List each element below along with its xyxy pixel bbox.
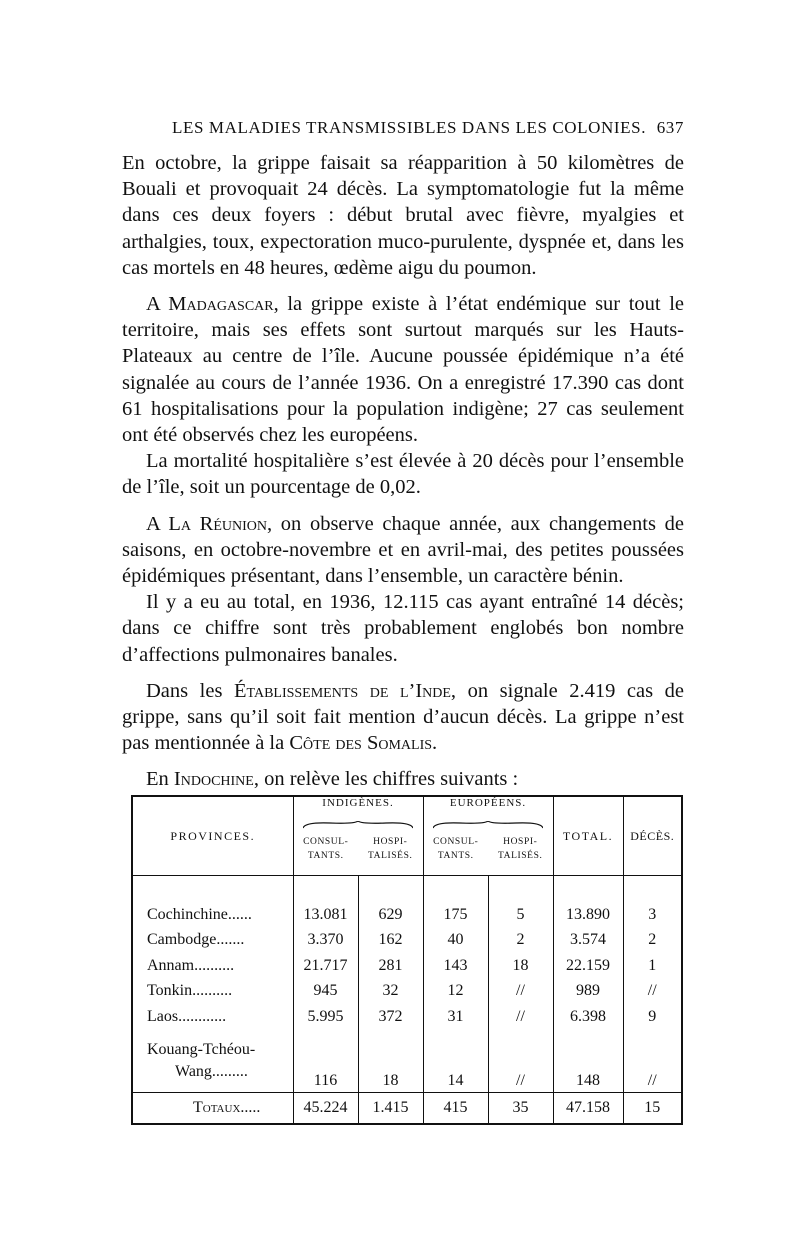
cell-deces: 1: [648, 956, 657, 974]
cell-total: 13.890: [553, 902, 623, 927]
header-europeens-label: EUROPÉENS.: [449, 797, 527, 809]
place-cote-somalis: Côte des Somalis: [289, 732, 433, 755]
subheader-line: CONSUL-: [433, 837, 479, 847]
header-indigenes-label: INDIGÈNES.: [322, 797, 394, 809]
paragraph-bouali: En octobre, la grippe faisait sa réapparition à 50 kilomètres de Bouali et provoquait 24 décès. La symptomatologie fut la même dans ces deux foyers : début brutal avec fièvre, myalgies et arthalgies, toux, expectoration muco-purulente, dyspnée et, dans les cas mortels en 48 heures, œdème aigu du poumon.: [122, 152, 684, 279]
lead-text: A: [146, 512, 169, 535]
table-row: [133, 902, 681, 927]
paragraph-total-1936: Il y a eu au total, en 1936, 12.115 cas ayant entraîné 14 décès; dans ce chiffre sont très probablement englobés bon nombre d’affections pulmonaires banales.: [122, 591, 684, 666]
cell-ind-hospitalises: 372: [358, 1004, 423, 1029]
lead-text: Dans les: [146, 679, 234, 702]
subheader-line: HOSPI-: [503, 837, 538, 847]
cell-province: [133, 1029, 293, 1092]
cell-ind-hospitalises: 32: [358, 978, 423, 1003]
header-eur-consultants: [424, 835, 489, 863]
body-text: [122, 150, 684, 793]
cell-total-eur-consultants: 415: [423, 1093, 488, 1124]
indochine-grippe-table: [131, 795, 683, 1125]
cell-total-eur-hospitalises: 35: [488, 1093, 553, 1124]
cell-ind-hospitalises: 629: [358, 902, 423, 927]
subheader-line: TANTS.: [307, 851, 344, 861]
running-title: LES MALADIES TRANSMISSIBLES DANS LES COLONIES.: [172, 118, 647, 137]
cell-ind-consultants: 116: [293, 1029, 358, 1092]
cell-ind-consultants: 3.370: [293, 927, 358, 952]
cell-eur-hospitalises: 18: [488, 953, 553, 978]
paragraph-text: , on signale 2.419 cas de grippe, sans qu’il soit fait mention d’aucun décès. La grippe n’est pas mentionnée à la: [122, 679, 684, 755]
cell-eur-consultants: 143: [423, 953, 488, 978]
cell-eur-consultants: 12: [423, 978, 488, 1003]
paragraph-inde: [122, 678, 684, 757]
cell-eur-hospitalises: 5: [488, 902, 553, 927]
brace-indigenes: [303, 821, 413, 829]
cell-eur-hospitalises: //: [488, 978, 553, 1003]
cell-eur-consultants: 40: [423, 927, 488, 952]
cell-province: Annam..........: [133, 953, 293, 978]
totals-row: [133, 1093, 681, 1124]
cell-ind-hospitalises: 162: [358, 927, 423, 952]
cell-eur-hospitalises: //: [488, 1029, 553, 1092]
paragraph-text: , on relève les chiffres suivants :: [253, 768, 519, 791]
cell-deces: 3: [648, 905, 657, 923]
cell-grand-total: 47.158: [553, 1093, 623, 1124]
cell-ind-hospitalises: 281: [358, 953, 423, 978]
cell-total-ind-consultants: 45.224: [293, 1093, 358, 1124]
cell-deces: 9: [648, 1007, 657, 1025]
paragraph-mortalite: La mortalité hospitalière s’est élevée à 20 décès pour l’ensemble de l’île, soit un pourcentage de 0,02.: [122, 450, 684, 499]
page-number: 637: [656, 118, 684, 137]
cell-ind-consultants: 945: [293, 978, 358, 1003]
table-row: [133, 978, 681, 1003]
cell-ind-consultants: 13.081: [293, 902, 358, 927]
running-header: [172, 118, 684, 138]
cell-totals-label: Totaux.....: [133, 1093, 293, 1124]
table-header-row: [133, 797, 681, 876]
cell-eur-consultants: 14: [423, 1029, 488, 1092]
subheader-line: CONSUL-: [303, 837, 349, 847]
cell-province: Tonkin..........: [133, 978, 293, 1003]
place-madagascar: Madagascar: [168, 293, 274, 316]
paragraph-text: , on observe chaque année, aux changements de saisons, en octobre-novembre et en avril-mai, des petites poussées épidémiques présentant, dans l’ensemble, un caractère bénin.: [122, 512, 684, 588]
cell-total: 3.574: [553, 927, 623, 952]
lead-text: En: [146, 768, 174, 791]
cell-ind-consultants: 5.995: [293, 1004, 358, 1029]
header-provinces: PROVINCES.: [133, 797, 293, 876]
subheader-line: TANTS.: [437, 851, 474, 861]
header-ind-hospitalises: [358, 835, 423, 863]
subheader-line: HOSPI-: [373, 837, 408, 847]
paragraph-text: , la grippe existe à l’état endémique sur tout le territoire, mais ses effets sont surtout marqués sur les Hauts-Plateaux au centre de l’île. Aucune poussée épidémique n’a été signalée au cours de l’année 1936. On a enregistré 17.390 cas dont 61 hospitalisations pour la population indigène; 27 cas seulement ont été observés chez les européens.: [122, 293, 684, 447]
cell-eur-hospitalises: //: [488, 1004, 553, 1029]
header-total: TOTAL.: [553, 797, 623, 876]
province-line-2: Wang.........: [175, 1062, 248, 1080]
header-deces: DÉCÈS.: [623, 797, 681, 876]
header-europeens: [423, 797, 553, 876]
europeens-subheaders: [424, 835, 553, 863]
cell-deces: //: [647, 1072, 657, 1089]
place-indochine: Indochine: [173, 768, 254, 791]
place-la-reunion: La Réunion: [168, 512, 267, 535]
table-row: [133, 927, 681, 952]
cell-deces: 2: [648, 931, 657, 949]
province-line-1: Kouang-Tchéou-: [147, 1040, 256, 1058]
cell-total: 989: [553, 978, 623, 1003]
cell-total-deces: 15: [623, 1093, 681, 1124]
cell-province: Cambodge.......: [133, 927, 293, 952]
cell-eur-consultants: 31: [423, 1004, 488, 1029]
cell-total: 148: [553, 1029, 623, 1092]
table-row: [133, 1004, 681, 1029]
cell-province: Cochinchine......: [133, 902, 293, 927]
header-indigenes: [293, 797, 423, 876]
cell-ind-consultants: 21.717: [293, 953, 358, 978]
spacer-row: [133, 876, 681, 903]
cell-province: Laos............: [133, 1004, 293, 1029]
paragraph-end: .: [432, 732, 438, 755]
paragraph-indochine: [122, 766, 684, 792]
cell-deces: //: [647, 982, 657, 1000]
cell-total: 22.159: [553, 953, 623, 978]
lead-text: A: [146, 293, 169, 316]
cell-eur-consultants: 175: [423, 902, 488, 927]
header-eur-hospitalises: [488, 835, 553, 863]
brace-europeens: [433, 821, 543, 829]
table-row: [133, 1029, 681, 1092]
table-row: [133, 953, 681, 978]
paragraph-reunion: [122, 511, 684, 590]
indigenes-subheaders: [294, 835, 423, 863]
subheader-line: TALISÉS.: [498, 851, 543, 861]
paragraph-madagascar: [122, 291, 684, 448]
subheader-line: TALISÉS.: [368, 851, 413, 861]
cell-total-ind-hospitalises: 1.415: [358, 1093, 423, 1124]
cell-total: 6.398: [553, 1004, 623, 1029]
header-ind-consultants: [294, 835, 359, 863]
cell-eur-hospitalises: 2: [488, 927, 553, 952]
cell-ind-hospitalises: 18: [358, 1029, 423, 1092]
place-etablissements-inde: Établissements de l’Inde: [234, 679, 451, 702]
